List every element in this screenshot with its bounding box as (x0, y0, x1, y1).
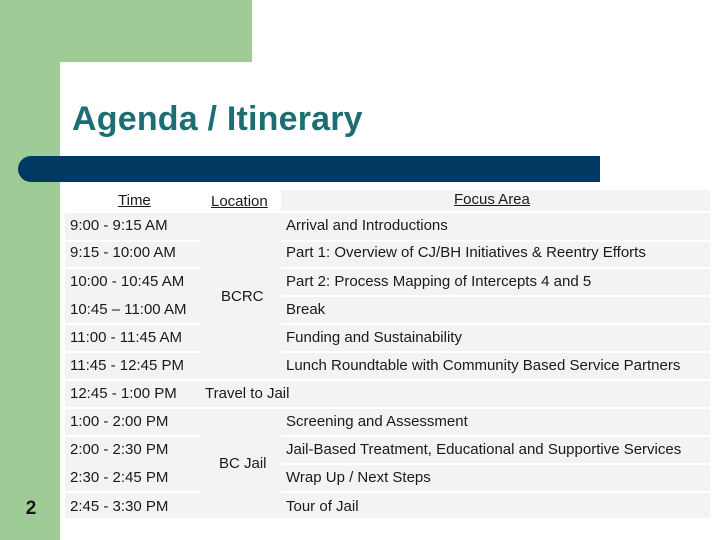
time-cell: 9:00 - 9:15 AM (70, 217, 168, 234)
header-time: Time (118, 192, 151, 209)
travel-to-jail: Travel to Jail (205, 385, 290, 402)
focus-cell: Arrival and Introductions (286, 217, 448, 234)
focus-cell: Part 1: Overview of CJ/BH Initiatives & Reentry Efforts (286, 244, 646, 261)
time-cell: 11:45 - 12:45 PM (70, 357, 184, 374)
time-cell: 10:45 – 11:00 AM (70, 301, 187, 318)
time-cell: 12:45 - 1:00 PM (70, 385, 177, 402)
slide-title: Agenda / Itinerary (72, 100, 363, 138)
focus-cell: Tour of Jail (286, 498, 359, 515)
time-cell: 10:00 - 10:45 AM (70, 273, 185, 290)
focus-cell: Wrap Up / Next Steps (286, 469, 431, 486)
time-cell: 2:30 - 2:45 PM (70, 469, 169, 486)
header-location: Location (211, 193, 268, 210)
focus-cell-bg (281, 295, 710, 323)
time-cell: 2:00 - 2:30 PM (70, 441, 169, 458)
location-bcrc: BCRC (221, 288, 264, 305)
focus-cell: Funding and Sustainability (286, 329, 462, 346)
focus-cell: Break (286, 301, 326, 318)
time-cell: 9:15 - 10:00 AM (70, 244, 176, 261)
time-cell: 11:00 - 11:45 AM (70, 329, 183, 346)
focus-cell: Screening and Assessment (286, 413, 468, 430)
location-bc-jail: BC Jail (219, 455, 267, 472)
header-focus-area: Focus Area (454, 191, 530, 208)
focus-cell: Jail-Based Treatment, Educational and Supportive Services (286, 441, 682, 458)
time-cell: 2:45 - 3:30 PM (70, 498, 169, 515)
focus-cell: Lunch Roundtable with Community Based Service Partners (286, 357, 681, 374)
focus-cell: Part 2: Process Mapping of Intercepts 4 and 5 (286, 273, 592, 290)
time-cell: 1:00 - 2:00 PM (70, 413, 169, 430)
page-number: 2 (25, 498, 37, 519)
